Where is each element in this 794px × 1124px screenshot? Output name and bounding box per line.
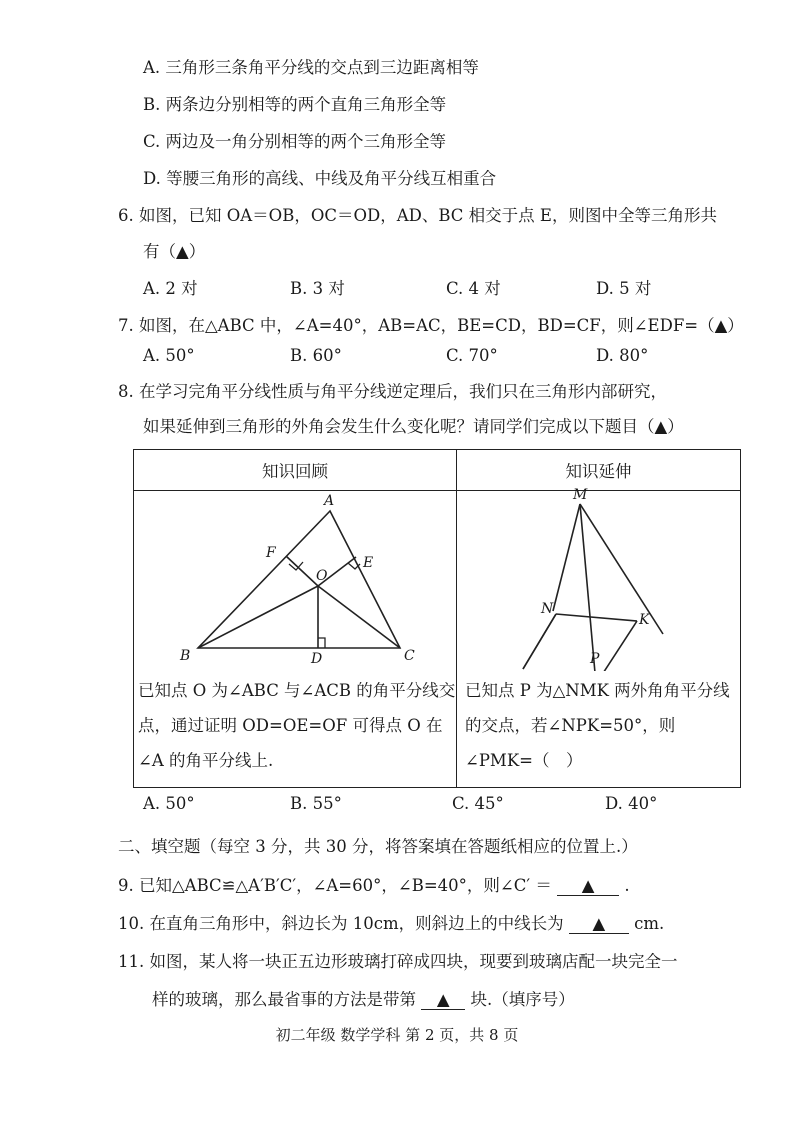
q7-option: B. 60°: [290, 346, 342, 365]
extension-cell: [457, 487, 740, 787]
q5-option-c: C. 两边及一角分别相等的两个三角形全等: [143, 132, 447, 151]
q9-tail: .: [624, 876, 630, 895]
point-label-d: D: [311, 651, 323, 667]
review-cell: [134, 491, 456, 787]
q6-option: D. 5 对: [596, 279, 652, 298]
point-label-p: P: [590, 651, 600, 667]
q6-option: A. 2 对: [143, 279, 198, 298]
q5-option-d: D. 等腰三角形的高线、中线及角平分线互相重合: [143, 169, 497, 188]
q7-stem: 7. 如图，在△ABC 中，∠A=40°，AB=AC，BE=CD，BD=CF，则∠EDF=（▲）: [118, 316, 744, 335]
q7-option: D. 80°: [596, 346, 649, 365]
q9-text: 9. 已知△ABC≌△A′B′C′，∠A=60°，∠B=40°，则∠C′ ＝: [118, 876, 552, 895]
point-label-o: O: [316, 568, 328, 584]
q8-stem-line2: 如果延伸到三角形的外角会发生什么变化呢？请同学们完成以下题目（▲）: [143, 417, 684, 436]
knowledge-table: [133, 449, 741, 788]
q11-tail: 块.（填序号）: [470, 990, 575, 1009]
q6-option: C. 4 对: [446, 279, 501, 298]
vertex-label-c: C: [404, 648, 415, 664]
q10-text: 10. 在直角三角形中，斜边长为 10cm，则斜边上的中线长为: [118, 914, 564, 933]
q11-text: 样的玻璃，那么最省事的方法是带第: [152, 990, 416, 1009]
section-heading: 二、填空题（每空 3 分，共 30 分，将答案填在答题纸相应的位置上.）: [118, 837, 638, 856]
vertex-label-a: A: [324, 493, 335, 509]
q8-stem-line1: 8. 在学习完角平分线性质与角平分线逆定理后，我们只在三角形内部研究，: [118, 382, 667, 401]
q11-answer-blank: ▲: [421, 990, 465, 1010]
q11-line1: 11. 如图，某人将一块正五边形玻璃打碎成四块，现要到玻璃店配一块完全一: [118, 952, 678, 971]
table-header-review: 知识回顾: [134, 450, 457, 491]
extension-text: 已知点 P 为△NMK 两外角角平分线的交点，若∠NPK=50°，则∠PMK=（ ）: [465, 681, 730, 770]
q8-option: C. 45°: [452, 794, 504, 813]
incenter-triangle-figure: [134, 491, 457, 671]
page-footer: 初二年级 数学学科 第 2 页，共 8 页: [275, 1026, 519, 1044]
point-label-e: E: [363, 555, 374, 571]
vertex-label-k: K: [639, 612, 650, 628]
review-text: 已知点 O 为∠ABC 与∠ACB 的角平分线交点，通过证明 OD=OE=OF 可得点 O 在∠A 的角平分线上.: [138, 681, 456, 770]
q6-option: B. 3 对: [290, 279, 345, 298]
q6-stem-line1: 6. 如图，已知 OA＝OB，OC＝OD，AD、BC 相交于点 E，则图中全等三角形共: [118, 206, 717, 225]
q10-answer-blank: ▲: [569, 914, 629, 934]
q7-option: C. 70°: [446, 346, 498, 365]
q8-option: B. 55°: [290, 794, 342, 813]
q8-option: A. 50°: [143, 794, 195, 813]
q9-answer-blank: ▲: [557, 876, 619, 896]
vertex-label-b: B: [180, 648, 191, 664]
q5-option-a: A. 三角形三条角平分线的交点到三边距离相等: [143, 58, 479, 77]
q8-option: D. 40°: [605, 794, 658, 813]
q7-option: A. 50°: [143, 346, 195, 365]
q9-line: [118, 872, 630, 896]
vertex-label-m: M: [573, 487, 588, 503]
q6-stem-line2: 有（▲）: [143, 242, 206, 261]
point-label-f: F: [266, 545, 276, 561]
excenter-figure: [457, 491, 741, 671]
q10-tail: cm.: [634, 914, 665, 933]
q10-line: [118, 910, 664, 934]
table-header-extension: 知识延伸: [457, 450, 741, 491]
vertex-label-n: N: [541, 601, 554, 617]
q5-option-b: B. 两条边分别相等的两个直角三角形全等: [143, 95, 447, 114]
q11-line2: [152, 986, 575, 1010]
